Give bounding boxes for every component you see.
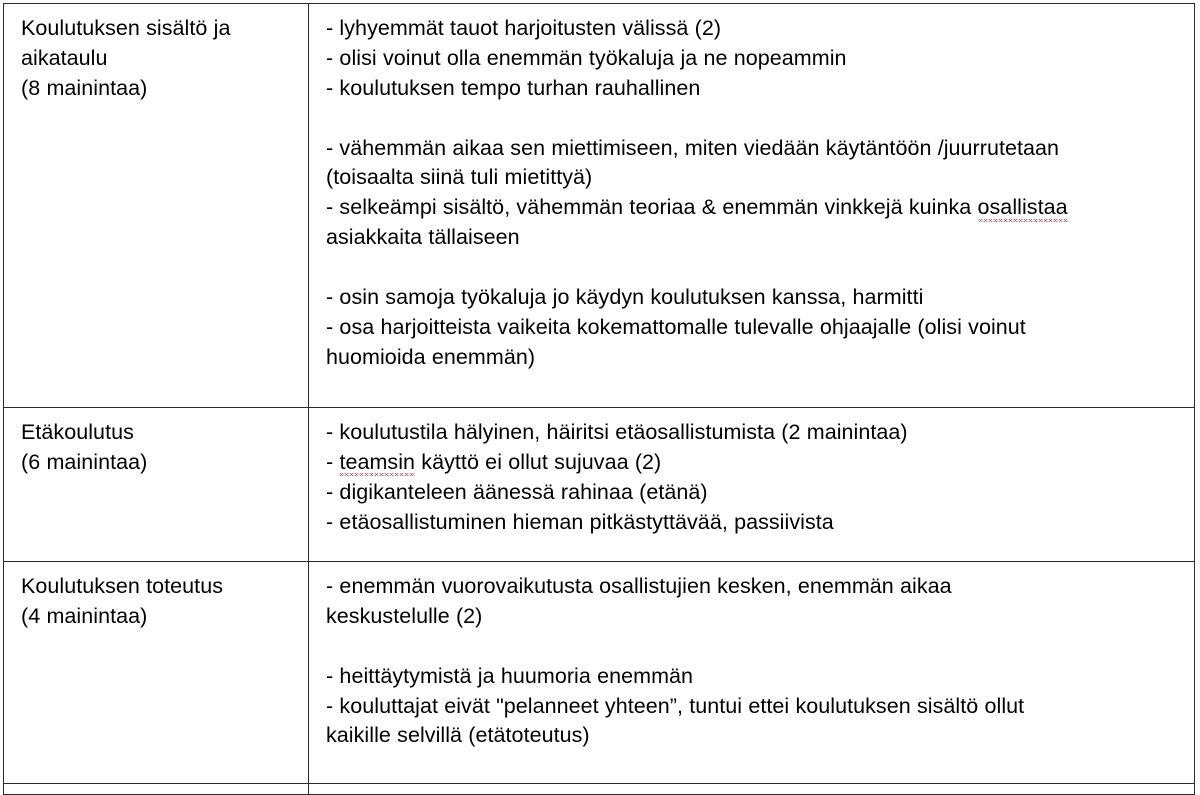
comment-line: (toisaalta siinä tuli mietittyä) (326, 165, 593, 190)
comments-cell-content (309, 408, 1194, 552)
comment-line: - digikanteleen äänessä rahinaa (etänä) (326, 479, 708, 504)
table-row-partial (4, 784, 1195, 795)
comment-line (326, 448, 1176, 478)
category-line: Etäkoulutus (21, 420, 134, 444)
comment-line: - enemmän vuorovaikutusta osallistujien kesken, enemmän aikaa (326, 574, 952, 598)
spellcheck-misspelled-word: osallistaa (978, 195, 1068, 222)
table-row (4, 562, 1195, 784)
comment-line: - koulutuksen tempo turhan rauhallinen (326, 75, 701, 100)
comment-line: - koulutustila hälyinen, häiritsi etäosallistumista (2 mainintaa) (326, 420, 908, 444)
comment-text: - selkeämpi sisältö, vähemmän teoriaa & enemmän vinkkejä kuinka (326, 195, 978, 220)
table-row (4, 408, 1195, 562)
blank-line (326, 632, 1176, 662)
comments-cell (309, 4, 1195, 408)
feedback-table (3, 3, 1195, 795)
category-line: aikataulu (21, 45, 108, 70)
comment-text: - (326, 449, 340, 474)
comments-cell (309, 784, 1195, 795)
comment-line: kaikille selvillä (etätoteutus) (326, 723, 590, 748)
blank-line (326, 253, 1176, 283)
comment-line: - olisi voinut olla enemmän työkaluja ja ne nopeammin (326, 45, 847, 70)
spellcheck-misspelled-word: teamsin (339, 450, 415, 477)
category-cell-content (4, 562, 308, 646)
comment-line: - heittäytymistä ja huumoria enemmän (326, 663, 694, 688)
category-cell-content (4, 4, 308, 118)
category-mention-count: (6 mainintaa) (21, 449, 148, 474)
comments-cell-content (309, 562, 1194, 765)
comment-line: keskustelulle (2) (326, 603, 483, 628)
category-cell (4, 562, 309, 784)
category-mention-count: (4 mainintaa) (21, 603, 148, 628)
category-mention-count: (8 mainintaa) (21, 75, 148, 100)
comment-line: asiakkaita tällaiseen (326, 225, 520, 250)
comment-line: - osa harjoitteista vaikeita kokemattomalle tulevalle ohjaajalle (olisi voinut (326, 314, 1026, 339)
comment-line: - lyhyemmät tauot harjoitusten välissä (2) (326, 16, 722, 40)
category-line: Koulutuksen toteutus (21, 574, 224, 598)
comment-text: käyttö ei ollut sujuvaa (2) (415, 449, 662, 474)
comment-line: huomioida enemmän) (326, 344, 536, 369)
blank-line (326, 104, 1176, 134)
category-cell (4, 4, 309, 408)
comments-cell (309, 408, 1195, 562)
table-body (4, 4, 1195, 795)
table-row (4, 4, 1195, 408)
category-cell-content (4, 408, 308, 492)
category-cell (4, 784, 309, 795)
category-cell (4, 408, 309, 562)
comment-line: - osin samoja työkaluja jo käydyn koulutuksen kanssa, harmitti (326, 284, 924, 309)
comments-cell (309, 562, 1195, 784)
comment-line: - vähemmän aikaa sen miettimiseen, miten viedään käytäntöön /juurrutetaan (326, 135, 1060, 160)
comments-cell-content (309, 4, 1194, 387)
comment-line: - etäosallistuminen hieman pitkästyttävää, passiivista (326, 509, 834, 534)
comment-line: - kouluttajat eivät "pelanneet yhteen”, tuntui ettei koulutuksen sisältö ollut (326, 693, 1025, 718)
comment-line (326, 193, 1176, 223)
category-line: Koulutuksen sisältö ja (21, 16, 231, 40)
